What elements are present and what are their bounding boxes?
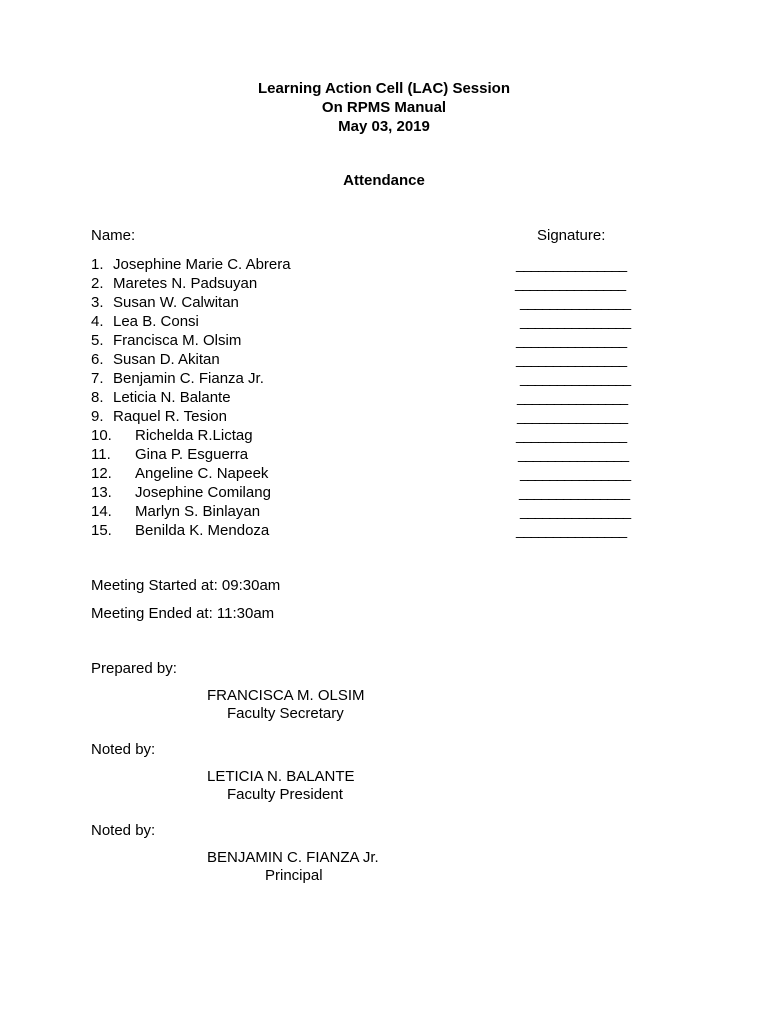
attendee-number: 13. (91, 484, 112, 501)
attendee-number: 11. (91, 446, 111, 463)
attendee-row (91, 293, 691, 312)
prepared-by-signer (207, 687, 365, 723)
attendee-list (91, 255, 691, 540)
meeting-start-time: Meeting Started at: 09:30am (91, 577, 281, 594)
attendee-row (91, 502, 691, 521)
attendee-name: Marlyn S. Binlayan (135, 503, 261, 520)
signature-line: _______________ (516, 351, 627, 368)
attendee-name: Angeline C. Napeek (135, 465, 269, 482)
signature-line: _______________ (520, 294, 631, 311)
attendee-number: 14. (91, 503, 112, 520)
noted-by-label: Noted by: (91, 822, 156, 839)
signature-line: _______________ (517, 389, 628, 406)
signer-title: Faculty Secretary (227, 705, 344, 722)
attendee-number: 5. (91, 332, 104, 349)
attendee-number: 3. (91, 294, 104, 311)
attendee-name: Francisca M. Olsim (113, 332, 242, 349)
attendee-name: Maretes N. Padsuyan (113, 275, 258, 292)
document-title: Learning Action Cell (LAC) Session (258, 80, 510, 97)
signature-line: _______________ (520, 465, 631, 482)
attendee-name: Richelda R.Lictag (135, 427, 253, 444)
signer-title: Faculty President (227, 786, 343, 803)
signature-line: _______________ (517, 408, 628, 425)
signature-line: _______________ (516, 332, 627, 349)
attendee-number: 2. (91, 275, 104, 292)
signature-line: _______________ (516, 522, 627, 539)
attendee-row (91, 274, 691, 293)
attendee-number: 1. (91, 256, 104, 273)
document-header (0, 79, 768, 136)
signature-line: _______________ (515, 275, 626, 292)
noted-by-signer-1 (207, 768, 355, 804)
attendee-name: Susan D. Akitan (113, 351, 220, 368)
meeting-end-time: Meeting Ended at: 11:30am (91, 605, 275, 622)
attendee-number: 15. (91, 522, 112, 539)
attendee-name: Susan W. Calwitan (113, 294, 239, 311)
attendee-row (91, 350, 691, 369)
attendee-name: Josephine Marie C. Abrera (113, 256, 291, 273)
noted-by-label: Noted by: (91, 741, 156, 758)
attendee-number: 9. (91, 408, 104, 425)
document-subtitle: On RPMS Manual (321, 99, 447, 116)
attendee-number: 12. (91, 465, 112, 482)
attendee-name: Benilda K. Mendoza (135, 522, 270, 539)
attendee-number: 4. (91, 313, 104, 330)
name-column-header: Name: (91, 227, 136, 244)
attendee-row (91, 464, 691, 483)
prepared-by-label: Prepared by: (91, 660, 177, 677)
signature-line: _______________ (519, 484, 630, 501)
signature-line: _______________ (516, 256, 627, 273)
attendee-name: Josephine Comilang (135, 484, 271, 501)
attendee-row (91, 407, 691, 426)
attendee-name: Leticia N. Balante (113, 389, 231, 406)
attendee-row (91, 426, 691, 445)
signature-line: _______________ (520, 370, 631, 387)
attendee-number: 10. (91, 427, 112, 444)
attendance-heading: Attendance (343, 172, 425, 189)
noted-by-signer-2 (207, 849, 379, 885)
attendee-row (91, 483, 691, 502)
attendee-name: Gina P. Esguerra (135, 446, 249, 463)
attendee-number: 8. (91, 389, 104, 406)
signature-line: _______________ (520, 503, 631, 520)
attendee-row (91, 521, 691, 540)
attendee-row (91, 388, 691, 407)
attendee-row (91, 312, 691, 331)
attendee-number: 7. (91, 370, 104, 387)
attendee-row (91, 445, 691, 464)
document-date: May 03, 2019 (338, 118, 430, 135)
attendee-number: 6. (91, 351, 104, 368)
attendee-row (91, 255, 691, 274)
signature-line: _______________ (518, 446, 629, 463)
attendee-name: Lea B. Consi (113, 313, 199, 330)
attendee-row (91, 369, 691, 388)
signature-line: _______________ (516, 427, 627, 444)
attendee-row (91, 331, 691, 350)
signer-name: FRANCISCA M. OLSIM (207, 687, 365, 704)
attendee-name: Raquel R. Tesion (113, 408, 227, 425)
signature-line: _______________ (520, 313, 631, 330)
signature-column-header: Signature: (537, 227, 606, 244)
signer-name: BENJAMIN C. FIANZA Jr. (207, 849, 379, 866)
attendee-name: Benjamin C. Fianza Jr. (113, 370, 264, 387)
signer-name: LETICIA N. BALANTE (207, 768, 355, 785)
signer-title: Principal (265, 867, 323, 884)
